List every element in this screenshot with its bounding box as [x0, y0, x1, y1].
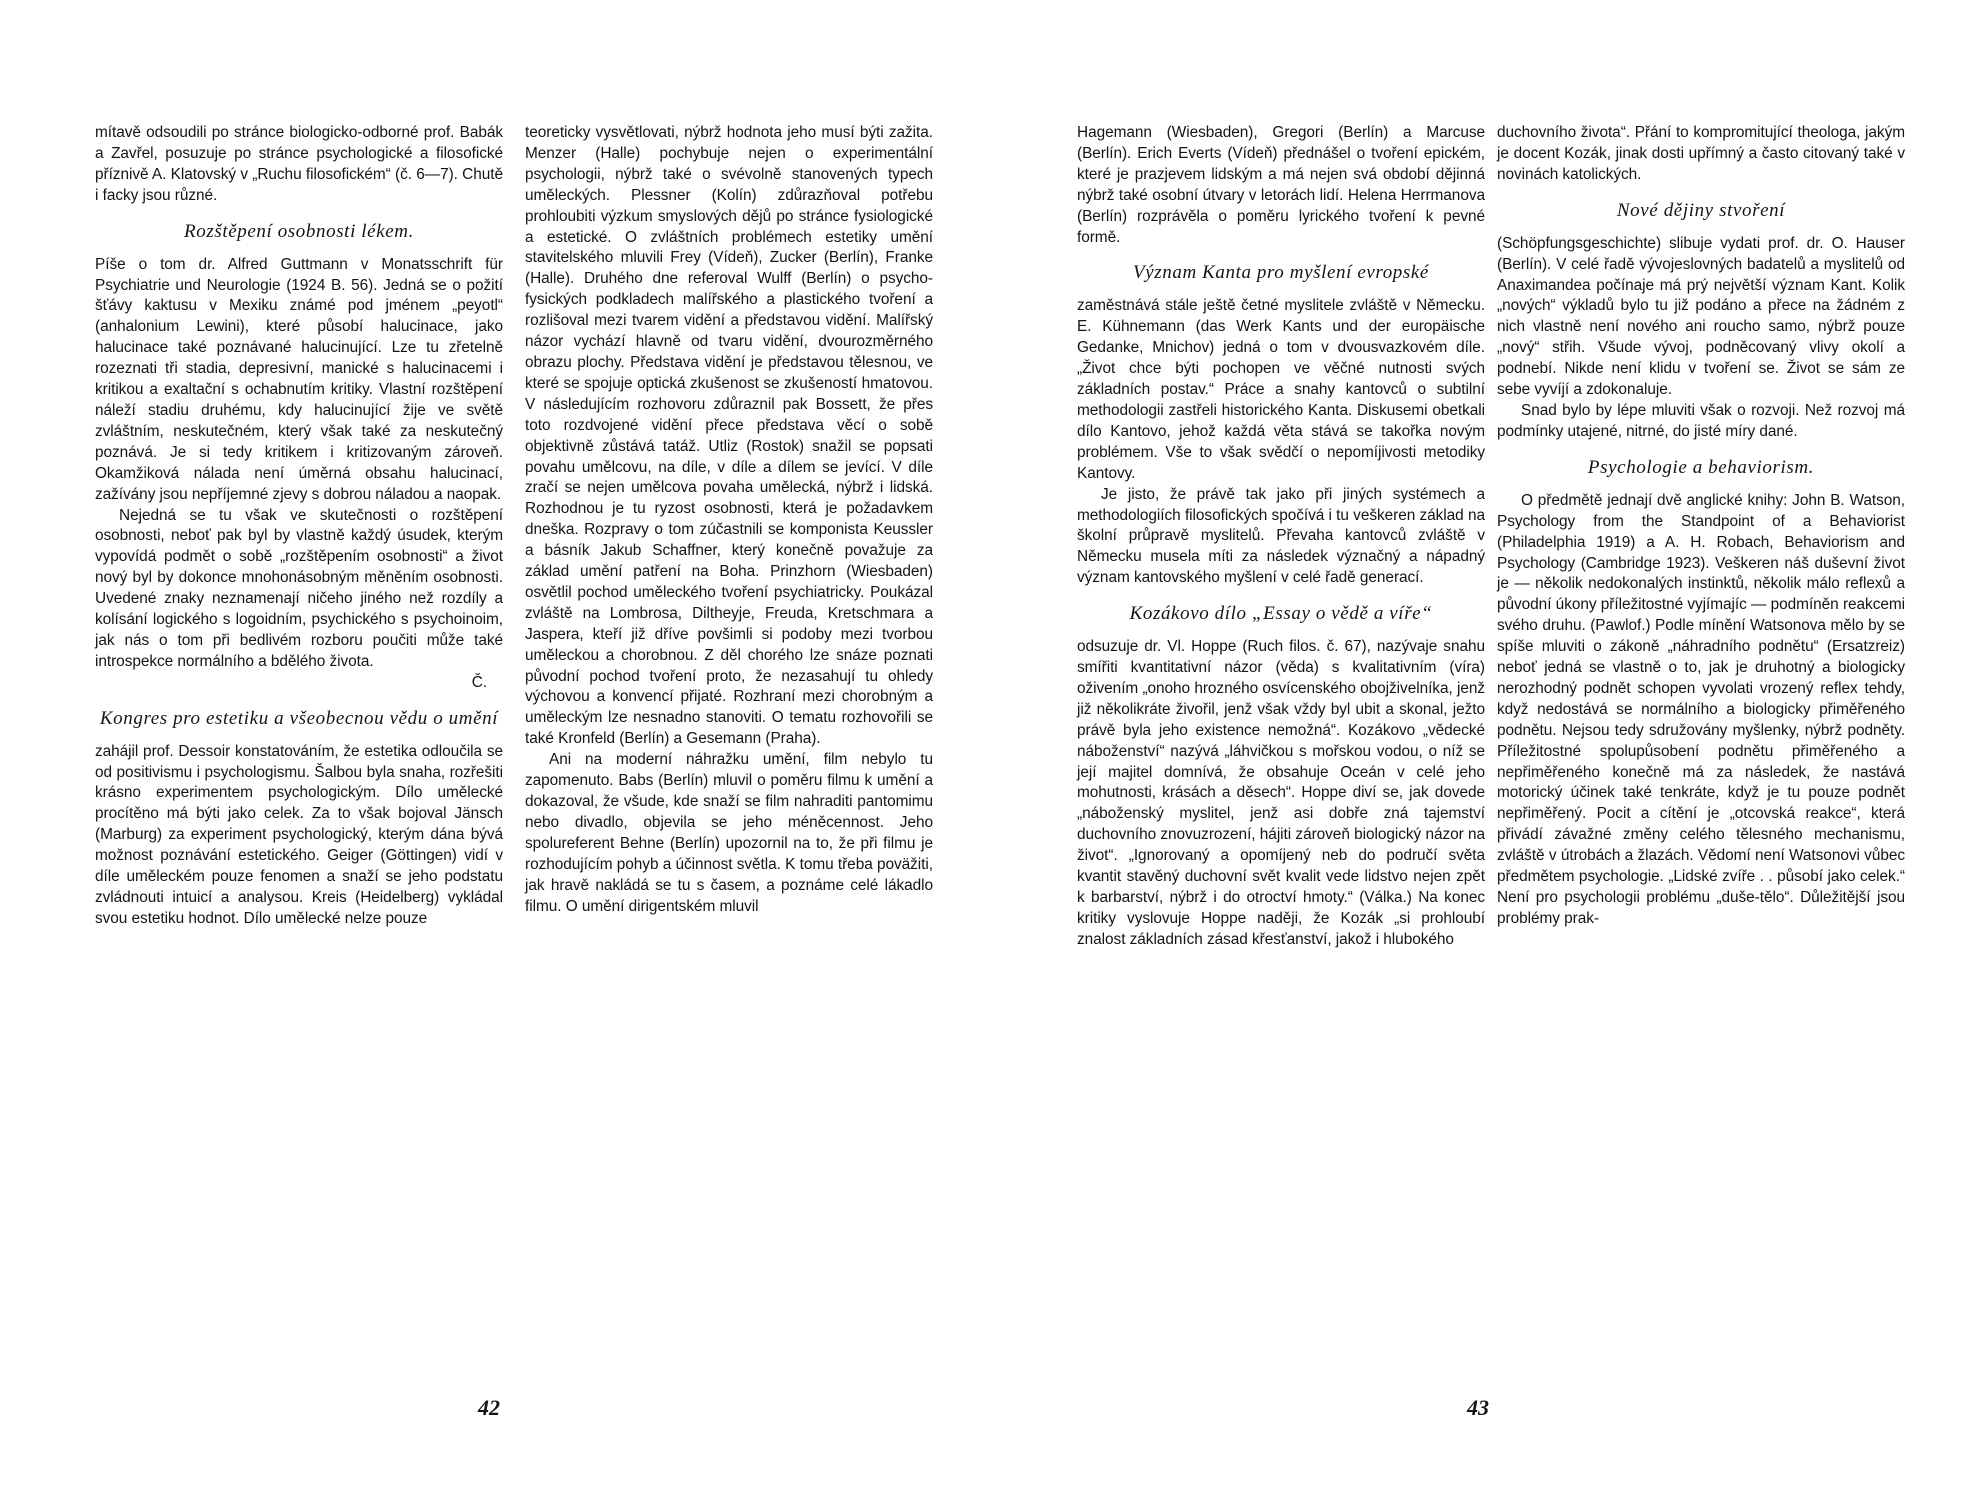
right-page — [989, 0, 1978, 1500]
paragraph: O předmětě jednají dvě anglické knihy: John B. Watson, Psychology from the Standpoint of a Behaviorist (Philadelphia 1919) a A. H. Robach, Behaviorism and Psychology (Cambridge 1923). Veškeren náš duševní život je — několik nedokonalých instinktů, několik málo reflexů a původní úkony příležitostné vyjímajíc — podmíněn reakcemi svého druhu. (Pawlof.) Podle mínění Watsonova mělo by se spíše mluviti o zákoně „náhradního podnětu“ (Ersatzreiz) neboť jedná se vlastně o to, jak je druhotný a biologicky nerozhodný podnět schopen vyvolati vrozený reflex tehdy, když nedostává se normálního a biologicky přiměřeného podnětu. Nejsou tedy sdružovány myšlenky, nýbrž podněty. Příležitostné spolupůsobení podnětu přiměřeného a nepřiměřeného konečně má za následek, že nastává motorický účinek také tenkráte, když je tu pouze podnět nepřiměřený. Pocit a cítění je „otcovská reakce“, která přivádí závažné změny celého tělesného mechanismu, zvláště v útrobách a žlazách. Vědomí není Watsonovi vůbec předmětem psychologie. „Lidské zvíře . . působí jako celek.“ Není pro psychologii problému „duše-tělo“. Důležitější jsou problémy prak- — [1497, 491, 1905, 927]
section-heading: Nové dějiny stvoření — [1616, 199, 1786, 221]
paragraph: Nejedná se tu však ve skutečnosti o rozštěpení osobnosti, neboť pak byl by vlastně každý úsudek, kterým vypovídá podmět o sobě „rozštěpením osobnosti“ a život nový byl by dokonce mnohonásobným měněním osobnosti. Uvedené znaky neznamenají ničeho jiného než rozdíly a kolísání logického s logoidním, psychického s psychoinoim, jak nás o tom při bedlivém rozboru poučiti může také introspekce normálního a bdělého života. — [95, 506, 503, 670]
section-heading: Kozákovo dílo „Essay o vědě a víře“ — [1129, 603, 1433, 625]
right-page-column-2 — [1497, 123, 1905, 930]
paragraph: teoreticky vysvětlovati, nýbrž hodnota jeho musí býti zažita. Menzer (Halle) pochybuje nejen o experimentální psychologii, nýbrž také o svévolně stanovených typech uměleckých. Plessner (Kolín) zdůrazňoval potřebu prohloubiti výzkum smyslových dějů po stránce fysiologické a estetické. O zvláštních problémech estetiky umění stavitelského mluvili Frey (Vídeň), Zucker (Berlín), Franke (Halle). Druhého dne referoval Wulff (Berlín) o psycho-fysických podkladech malířského a plastického tvoření a rozlišoval mezi tvarem vidění a představou vidění. Malířský názor vychází hlavně od tvaru vidění, dvourozměrného obrazu plochy. Představa vidění je představou tělesnou, ve které se spojuje optická zkušenost se zkušeností hmatovou. V následujícím rozhovoru zdůraznil pak Bossett, že přes toto rozdvojené vidění přece představa věcí o sobě objektivně zůstává tatáž. Utliz (Rostok) snažil se popsati povahu umělcovu, na díle, v díle a dílem se jevící. V díle zračí se nejen umělcova povaha umělecká, nýbrž i lidská. Rozhodnou je tu ryzost osobnosti, která je požadavkem dneška. Rozpravy o tom zúčastnili se komponista Keussler a básník Jakub Schaffner, který konečně považuje za základ umění patření na Boha. Prinzhorn (Wiesbaden) osvětlil pochod uměleckého tvoření psychiatricky. Poukázal zvláště na Lombrosa, Diltheyje, Freuda, Kretschmara a Jaspera, kteří již dříve povšimli si podoby mezi tvorbou uměleckou a chorobnou. Z děl chorého lze snáze poznati původní pochod tvoření proto, že nezasahují tu ohledy výchovou a konvencí přijaté. Rozhraní mezi chorobným a uměleckým lze nesnadno stanoviti. O tematu rozhovořili se také Kronfeld (Berlín) a Gesemann (Praha). — [525, 124, 933, 748]
paragraph: Snad bylo by lépe mluviti však o rozvoji. Než rozvoj má podmínky utajené, nitrné, do jisté míry dané. — [1497, 401, 1905, 440]
paragraph: Hagemann (Wiesbaden), Gregori (Berlín) a Marcuse (Berlín). Erich Everts (Vídeň) přednášel o tvoření epickém, které je prazjevem lidským a má nejen svá období dějinná nýbrž také osobní útvary v letorách lidí. Helena Herrmanova (Berlín) rozprávěla o poměru lyrického tvoření k pevné formě. — [1077, 124, 1485, 246]
paragraph: Ani na moderní náhražku umění, film nebylo tu zapomenuto. Babs (Berlín) mluvil o poměru filmu k umění a dokazoval, že všude, kde snaží se film nahraditi pantomimu nebo divadlo, objevila se jeho méněcennost. Jeho spolureferent Behne (Berlín) upozornil na to, že při filmu je rozhodujícím pohyb a účinnost světla. K tomu třeba poväžiti, jak hravě nakládá se tu s časem, a poznáme celé lákadlo filmu. O umění dirigentském mluvil — [525, 751, 933, 915]
paragraph: (Schöpfungsgeschichte) slibuje vydati prof. dr. O. Hauser (Berlín). V celé řadě vývojeslovných badatelů a myslitelů od Anaximandea počínaje má prý největší význam Kant. Kolik „nových“ výkladů bylo tu již podáno a přece na žádném z nich vlastně není nového ani roucho samo, nýbrž pouze „nový“ střih. Všude vývoj, podněcovaný vlivy okolí a podnebí. Nikde není klidu v tvoření se. Život se sám ze sebe vyvíjí a zdokonaluje. — [1497, 234, 1905, 399]
section-heading: Rozštěpení osobnosti lékem. — [184, 220, 414, 242]
paragraph: zaměstnává stále ještě četné myslitele zvláště v Německu. E. Kühnemann (das Werk Kants und der europäische Gedanke, Mnichov) jedná o tom v dvousvazkovém díle. „Život chce býti pochopen ve věčné nutnosti svých základních postav.“ Práce a snahy kantovců o subtilní methodologii zastřeli historického Kanta. Diskusemi obetkali dílo Kantovo, jehož každá věta stává se takořka novým problémem. Vše to však svědčí o nepomíjivosti metodiky Kantovy. — [1077, 297, 1485, 482]
paragraph: zahájil prof. Dessoir konstatováním, že estetika odloučila se od positivismu i psychologismu. Šalbou byla snaha, rozřešiti krásno experimentem psychologickým. Dílo umělecké procítěno má býti jako celek. Za to však bojoval Jänsch (Marburg) za experiment psychologický, kterým dána bývá možnost poznávání estetického. Geiger (Göttingen) vidí v díle uměleckém pouze fenomen a snaží se jeho podstatu zvládnouti intuicí a analysou. Kreis (Heidelberg) vykládal svou estetiku hodnot. Dílo umělecké nelze pouze — [95, 742, 503, 927]
paragraph: mítavě odsoudili po stránce biologicko-odborné prof. Babák a Zavřel, posuzuje po stránce psychologické a filosofické příznivě A. Klatovský v „Ruchu filosofickém“ (č. 6—7). Chutě i facky jsou různé. — [95, 124, 503, 204]
paragraph: odsuzuje dr. Vl. Hoppe (Ruch filos. č. 67), nazývaje snahu smířiti kvantitativní názor (věda) s kvalitativním (víra) oživením „onoho hrozného osvícenského obojživelníka, jenž již několikráte živořil, jenž však vždy byl ubit a skonal, ježto právě byla jeho existence nemožná“. Kozákovo „vědecké náboženství“ nazývá „láhvičkou s mořskou vodou, o níž se její majitel domnívá, že obsahuje Oceán v celé jeho mohutnosti, krásách a děsech“. Hoppe diví se, jak dovede „náboženský myslitel, jenž asi dobře zná tajemství duchovního znovuzrození, hájiti zároveň biologický názor na život“. „Ignorovaný a opomíjený neb do područí světa kvantit stavěný duchovní svět kvalit vede lidstvo nejen zpět k barbarství, nýbrž i do otroctví hmoty.“ (Válka.) Na konec kritiky vyslovuje Hoppe naději, že Kozák „si prohloubí znalost základních zásad křesťanství, jakož i hlubokého — [1077, 638, 1485, 948]
author-signature: Č. — [471, 673, 487, 691]
section-heading: Kongres pro estetiku a všeobecnou vědu o umění — [99, 707, 499, 729]
section-heading: Význam Kanta pro myšlení evropské — [1133, 262, 1429, 284]
left-page-column-1 — [95, 123, 503, 930]
page-number: 42 — [478, 1395, 500, 1420]
paragraph: Píše o tom dr. Alfred Guttmann v Monatsschrift für Psychiatrie und Neurologie (1924 B. 56). Jedná se o požití šťávy kaktusu v Mexiku známé pod jménem „peyotl“ (anhalonium Lewini), které působí halucinace, jako halucinace také poznávané halucinující. Lze tu zřetelně rozeznati tři stadia, depresivní, manické s halucinacemi i kritikou a exaltační s ochabnutím kritiky. Vlastní rozštěpení náleží stadiu druhému, kdy halucinující žije ve světě zvláštním, neskutečném, který však také za neskutečný poznává. Je si tedy kritikem i kritizovaným zároveň. Okamžiková nálada není úměrná obsahu halucinací, zažívány jsou nepříjemné zjevy s dobrou náladou a naopak. — [95, 255, 503, 503]
left-page-column-2 — [525, 123, 933, 917]
page-number: 43 — [1467, 1395, 1489, 1420]
paragraph: duchovního života“. Přání to kompromitující theologa, jakým je docent Kozák, jinak dosti upřímný a často citovaný také v novinách katolických. — [1497, 124, 1905, 183]
section-heading: Psychologie a behaviorism. — [1587, 456, 1815, 478]
right-page-column-1 — [1077, 123, 1485, 951]
paragraph: Je jisto, že právě tak jako při jiných systémech a methodologiích filosofických spočívá i tu veškeren základ na školní průpravě myslitelů. Převaha kantovců zvláště v Německu musela míti za následek význačný a nápadný význam kantovského myšlení v celé řadě generací. — [1077, 485, 1485, 587]
